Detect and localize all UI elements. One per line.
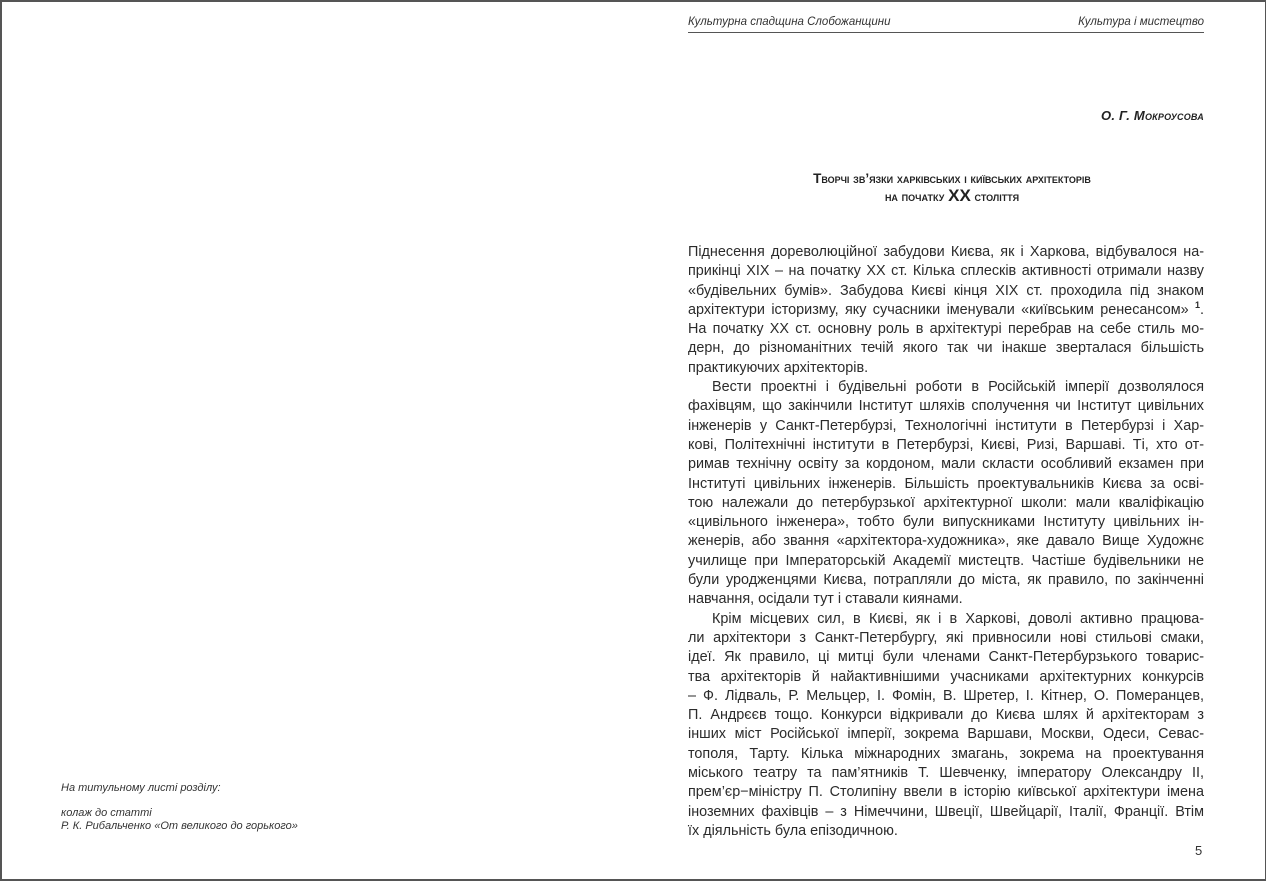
- title-page-caption: [61, 782, 361, 833]
- text-line: фахівцям, що закінчили Інститут шляхів сполучення чи Інститут цивільних: [688, 398, 1204, 415]
- text-segment: .: [1200, 301, 1204, 318]
- text-line: римав технічну освіту за кордоном, мали скласти особливий екзамен при: [688, 456, 1204, 473]
- text-line: ідеї. Як правило, ці митці були членами Санкт-Петербурзького товарис-: [688, 649, 1204, 666]
- title-century: XX: [948, 186, 971, 205]
- text-line: іноземних фахівців – з Німеччини, Швеції, Швейцарії, Італії, Франції. Втім: [688, 803, 1204, 820]
- caption-line: Р. К. Рибальченко «От великого до горького»: [61, 820, 298, 832]
- text-line: кові, Політехнічні інститути в Петербурзі, Києві, Ризі, Варшаві. Ті, хто от-: [688, 436, 1204, 453]
- running-header: [688, 14, 1204, 33]
- text-line: прем’єр−міністру П. Столипіну ввели в історію київської архітектури імена: [688, 784, 1204, 801]
- text-line: П. Андрєєв тощо. Конкурси відкривали до Києва шлях й архітекторам з: [688, 707, 1204, 724]
- running-header-journal: Культурна спадщина Слобожанщини: [688, 16, 891, 28]
- article-author: О. Г. Мокроусова: [1101, 108, 1204, 123]
- text-line: [688, 301, 1204, 320]
- text-line: Вести проектні і будівельні роботи в Російській імперії дозволялося: [712, 379, 1204, 396]
- text-line: інженерів у Санкт-Петербурзі, Технологічні інститути в Петербурзі і Хар-: [688, 417, 1204, 434]
- text-line: дерн, до різноманітних течій якого так чи інакше зверталася більшість: [688, 340, 1204, 357]
- text-line: Піднесення дореволюційної забудови Києва, як і Харкова, відбувалося на-: [688, 244, 1204, 260]
- text-line: – Ф. Лідваль, Р. Мельцер, І. Фомін, В. Шретер, І. Кітнер, О. Померанцев,: [688, 687, 1204, 704]
- text-segment: архітектури історизму, яку сучасники іменували «київським ренесансом»: [688, 301, 1189, 318]
- caption-line: колаж до статті: [61, 807, 152, 819]
- title-text: століття: [970, 189, 1020, 204]
- paragraph-2: [688, 378, 1204, 610]
- text-line: «цивільного інженера», тобто були випускниками Інституту цивільних ін-: [688, 514, 1204, 531]
- text-line: міського театру та пам’ятників Т. Шевченку, імператору Олександру II,: [688, 765, 1204, 782]
- text-line: Крім місцевих сил, в Києві, як і в Харкові, доволі активно працюва-: [712, 610, 1204, 627]
- text-line: прикінці XIX – на початку XX ст. Кілька сплесків активності отримали назву: [688, 263, 1204, 280]
- text-line: ли архітектори з Санкт-Петербургу, які привносили нові стильові смаки,: [688, 629, 1204, 646]
- text-line: тополя, Тарту. Кілька міжнародних змагань, зокрема на проектування: [688, 745, 1204, 762]
- footnote-reference[interactable]: 1: [1194, 299, 1200, 310]
- page-number: 5: [1195, 843, 1203, 858]
- text-line: інших міст Російської імперії, зокрема Варшави, Москви, Одеси, Севас-: [688, 726, 1204, 743]
- text-line: На початку XX ст. основну роль в архітектурі перебрав на себе стиль мо-: [688, 321, 1204, 338]
- text-line: навчання, осідали тут і ставали киянами.: [688, 591, 963, 608]
- article-title-line2: [688, 187, 1216, 205]
- text-line: тою належали до петербурзької архітектурної школи: мали кваліфікацію: [688, 494, 1204, 511]
- title-text: на початку: [884, 189, 949, 204]
- text-line: були уродженцями Києва, потрапляли до міста, як правило, по закінченні: [688, 572, 1204, 589]
- article-body: [688, 243, 1204, 841]
- caption-spacer: [61, 795, 361, 807]
- text-line: Інституті цивільних інженерів. Більшість проектувальників Києва за осві-: [688, 475, 1204, 492]
- paragraph-1: [688, 243, 1204, 378]
- text-line: їх діяльність була епізодичною.: [688, 822, 898, 839]
- text-line: тва архітекторів й найактивнішими учасниками архітектурних конкурсів: [688, 668, 1204, 685]
- running-header-section: Культура і мистецтво: [1078, 16, 1204, 28]
- article-title: [688, 170, 1216, 205]
- text-line: практикуючих архітекторів.: [688, 359, 869, 376]
- caption-heading: На титульному листі розділу:: [61, 782, 221, 794]
- article-title-line1: Творчі зв’язки харківських і київських архітекторів: [813, 171, 1091, 186]
- text-line: женерів, або звання «архітектора-художника», яке давало Вище Художнє: [688, 533, 1204, 550]
- text-line: «будівельних бумів». Забудова Києві кінця XIX ст. проходила під знаком: [688, 282, 1204, 299]
- text-line: училище при Імператорській Академії мистецтв. Частіше будівельники не: [688, 552, 1204, 569]
- paragraph-3: [688, 610, 1204, 842]
